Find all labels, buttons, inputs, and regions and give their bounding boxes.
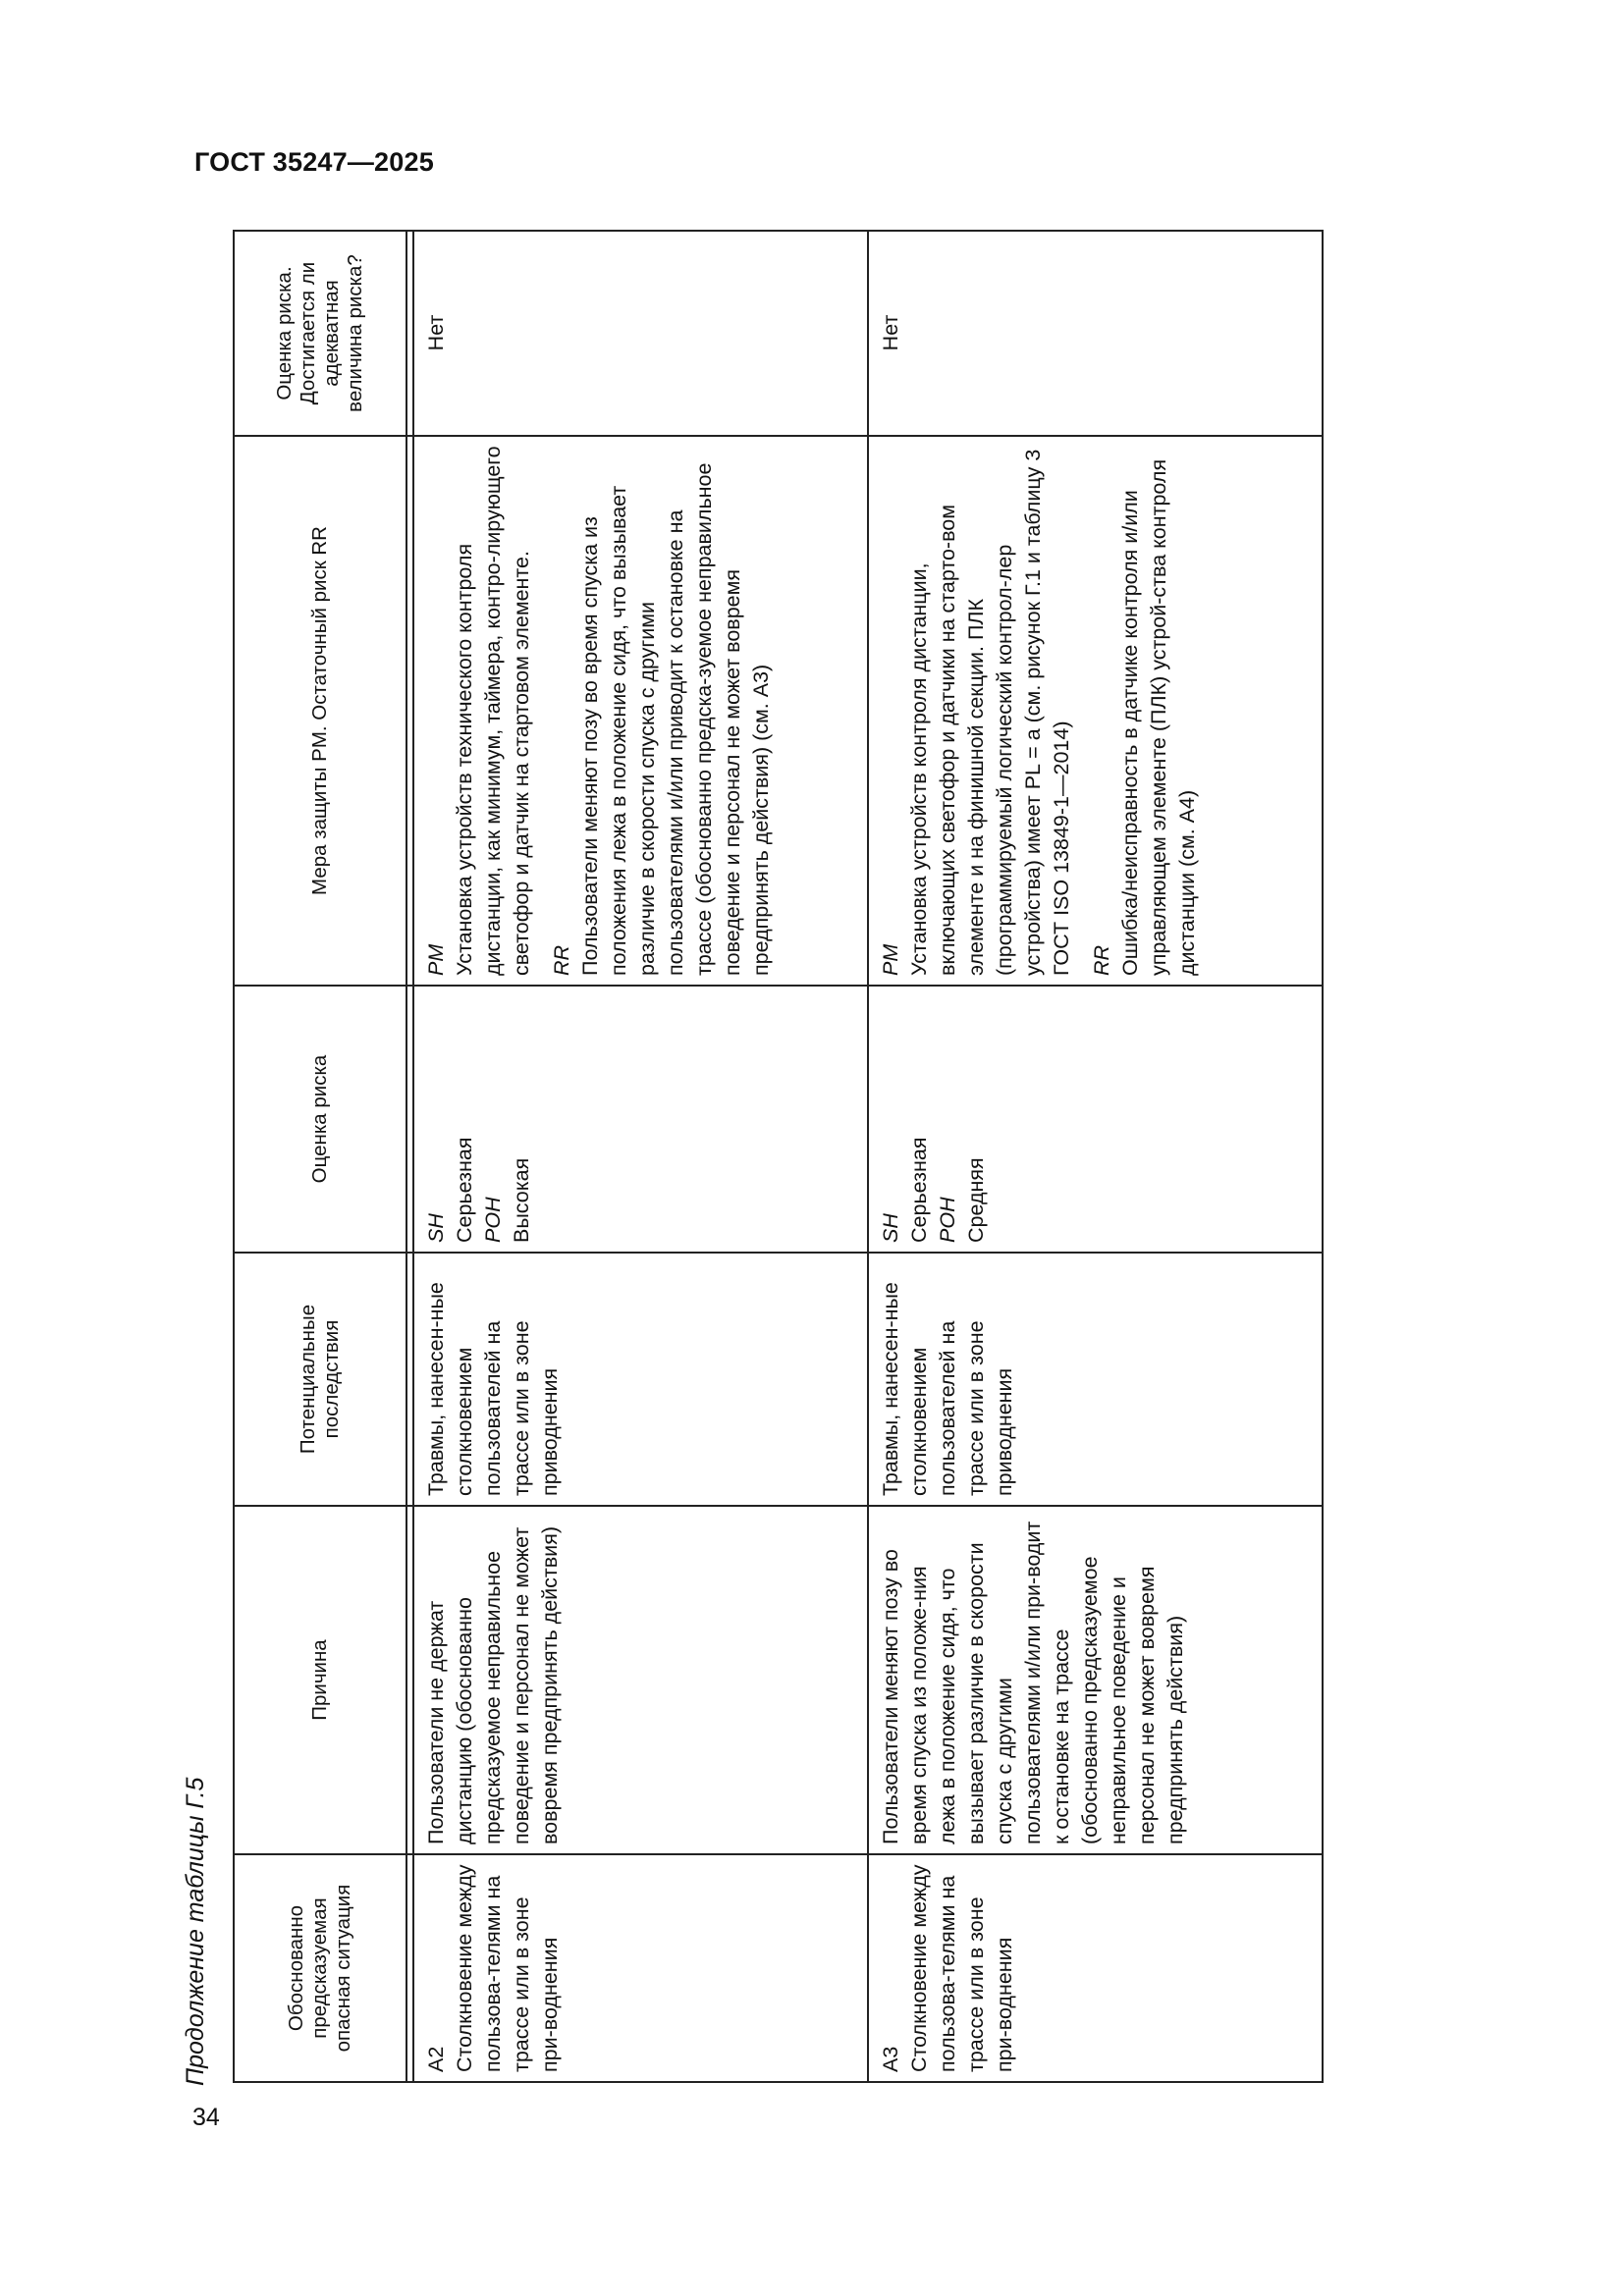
rr-label: RR [1090, 944, 1113, 976]
table-row [868, 231, 1323, 2082]
header-situation: Обоснованно предсказуемая опасная ситуация [234, 1854, 406, 2082]
table-caption: Продолжение таблицы Г.5 [182, 1777, 209, 2086]
table-row [413, 231, 868, 2082]
rr-label: RR [550, 944, 573, 976]
situation-text: Столкновение между пользова-телями на трассе или в зоне при-воднения [453, 1864, 562, 2072]
header-measure: Мера защиты PM. Остаточный риск RR [234, 436, 406, 986]
pm-text: Установка устройств технического контроля дистанции, как минимум, таймера, контро-лирующего светофор и датчик на стартовом элементе. [453, 446, 533, 976]
cause-cell: Пользователи меняют позу во время спуска из положе-ния лежа в положение сидя, что вызывает различие в скорости спуска с другими пользователями и/или при-водит к остановке на трассе (обоснованно предсказуемое неправильное поведение и персонал не может вовремя предпринять действия) [868, 1506, 1323, 1854]
sh-label: SH [879, 1213, 902, 1243]
severity: Серьезная [907, 1137, 931, 1243]
document-id: ГОСТ 35247—2025 [194, 147, 434, 177]
pm-label: PM [879, 943, 902, 976]
header-adequate: Оценка риска. Достигается ли адекватная величина риска? [234, 231, 406, 436]
situation-text: Столкновение между пользова-телями на трассе или в зоне при-воднения [907, 1864, 1016, 2072]
situation-id: A2 [424, 2046, 448, 2072]
probability: Высокая [510, 1157, 533, 1243]
poh-label: POH [936, 1197, 959, 1243]
header-cause: Причина [234, 1506, 406, 1854]
probability: Средняя [964, 1157, 988, 1243]
pm-text: Установка устройств контроля дистанции, включающих светофор и датчики на старто-вом элементе и на финишной секции. ПЛК (программируемый логический контрол-лер устройства) имеет PL = a (см. рисунок Г.1 и таблицу 3 ГОСТ ISO 13849-1—2014) [907, 449, 1073, 976]
situation-id: A3 [879, 2046, 902, 2072]
situation-cell [868, 1854, 1323, 2082]
rr-text: Ошибка/неисправность в датчике контроля и/или управляющем элементе (ПЛК) устрой-ства контроля дистанции (см. А4) [1118, 458, 1199, 976]
sh-label: SH [424, 1213, 448, 1243]
cause-cell: Пользователи не держат дистанцию (обоснованно предсказуемое неправильное поведение и персонал не может вовремя предпринять действия) [413, 1506, 868, 1854]
page-number: 34 [192, 2104, 220, 2131]
poh-label: POH [481, 1197, 505, 1243]
rotated-table-container [233, 232, 1313, 2083]
measure-cell [413, 436, 868, 986]
risk-cell [413, 986, 868, 1253]
pm-label: PM [424, 943, 448, 976]
rr-text: Пользователи меняют позу во время спуска из положения лежа в положение сидя, что вызывает различие в скорости спуска с другими пользователями и/или приводит к остановке на трассе (обоснованно предска-зуемое неправильное поведение и персонал не может вовремя предпринять действия) (см. А3) [578, 462, 773, 976]
header-separator [406, 231, 413, 2082]
consequences-cell: Травмы, нанесен-ные столкновением пользователей на трассе или в зоне приводнения [868, 1253, 1323, 1506]
risk-cell [868, 986, 1323, 1253]
header-row [234, 231, 406, 2082]
hazard-table [233, 230, 1324, 2083]
severity: Серьезная [453, 1137, 476, 1243]
adequate-cell: Нет [413, 231, 868, 436]
consequences-cell: Травмы, нанесен-ные столкновением пользователей на трассе или в зоне приводнения [413, 1253, 868, 1506]
header-consequences: Потенциальные последствия [234, 1253, 406, 1506]
header-risk: Оценка риска [234, 986, 406, 1253]
measure-cell [868, 436, 1323, 986]
situation-cell [413, 1854, 868, 2082]
adequate-cell: Нет [868, 231, 1323, 436]
